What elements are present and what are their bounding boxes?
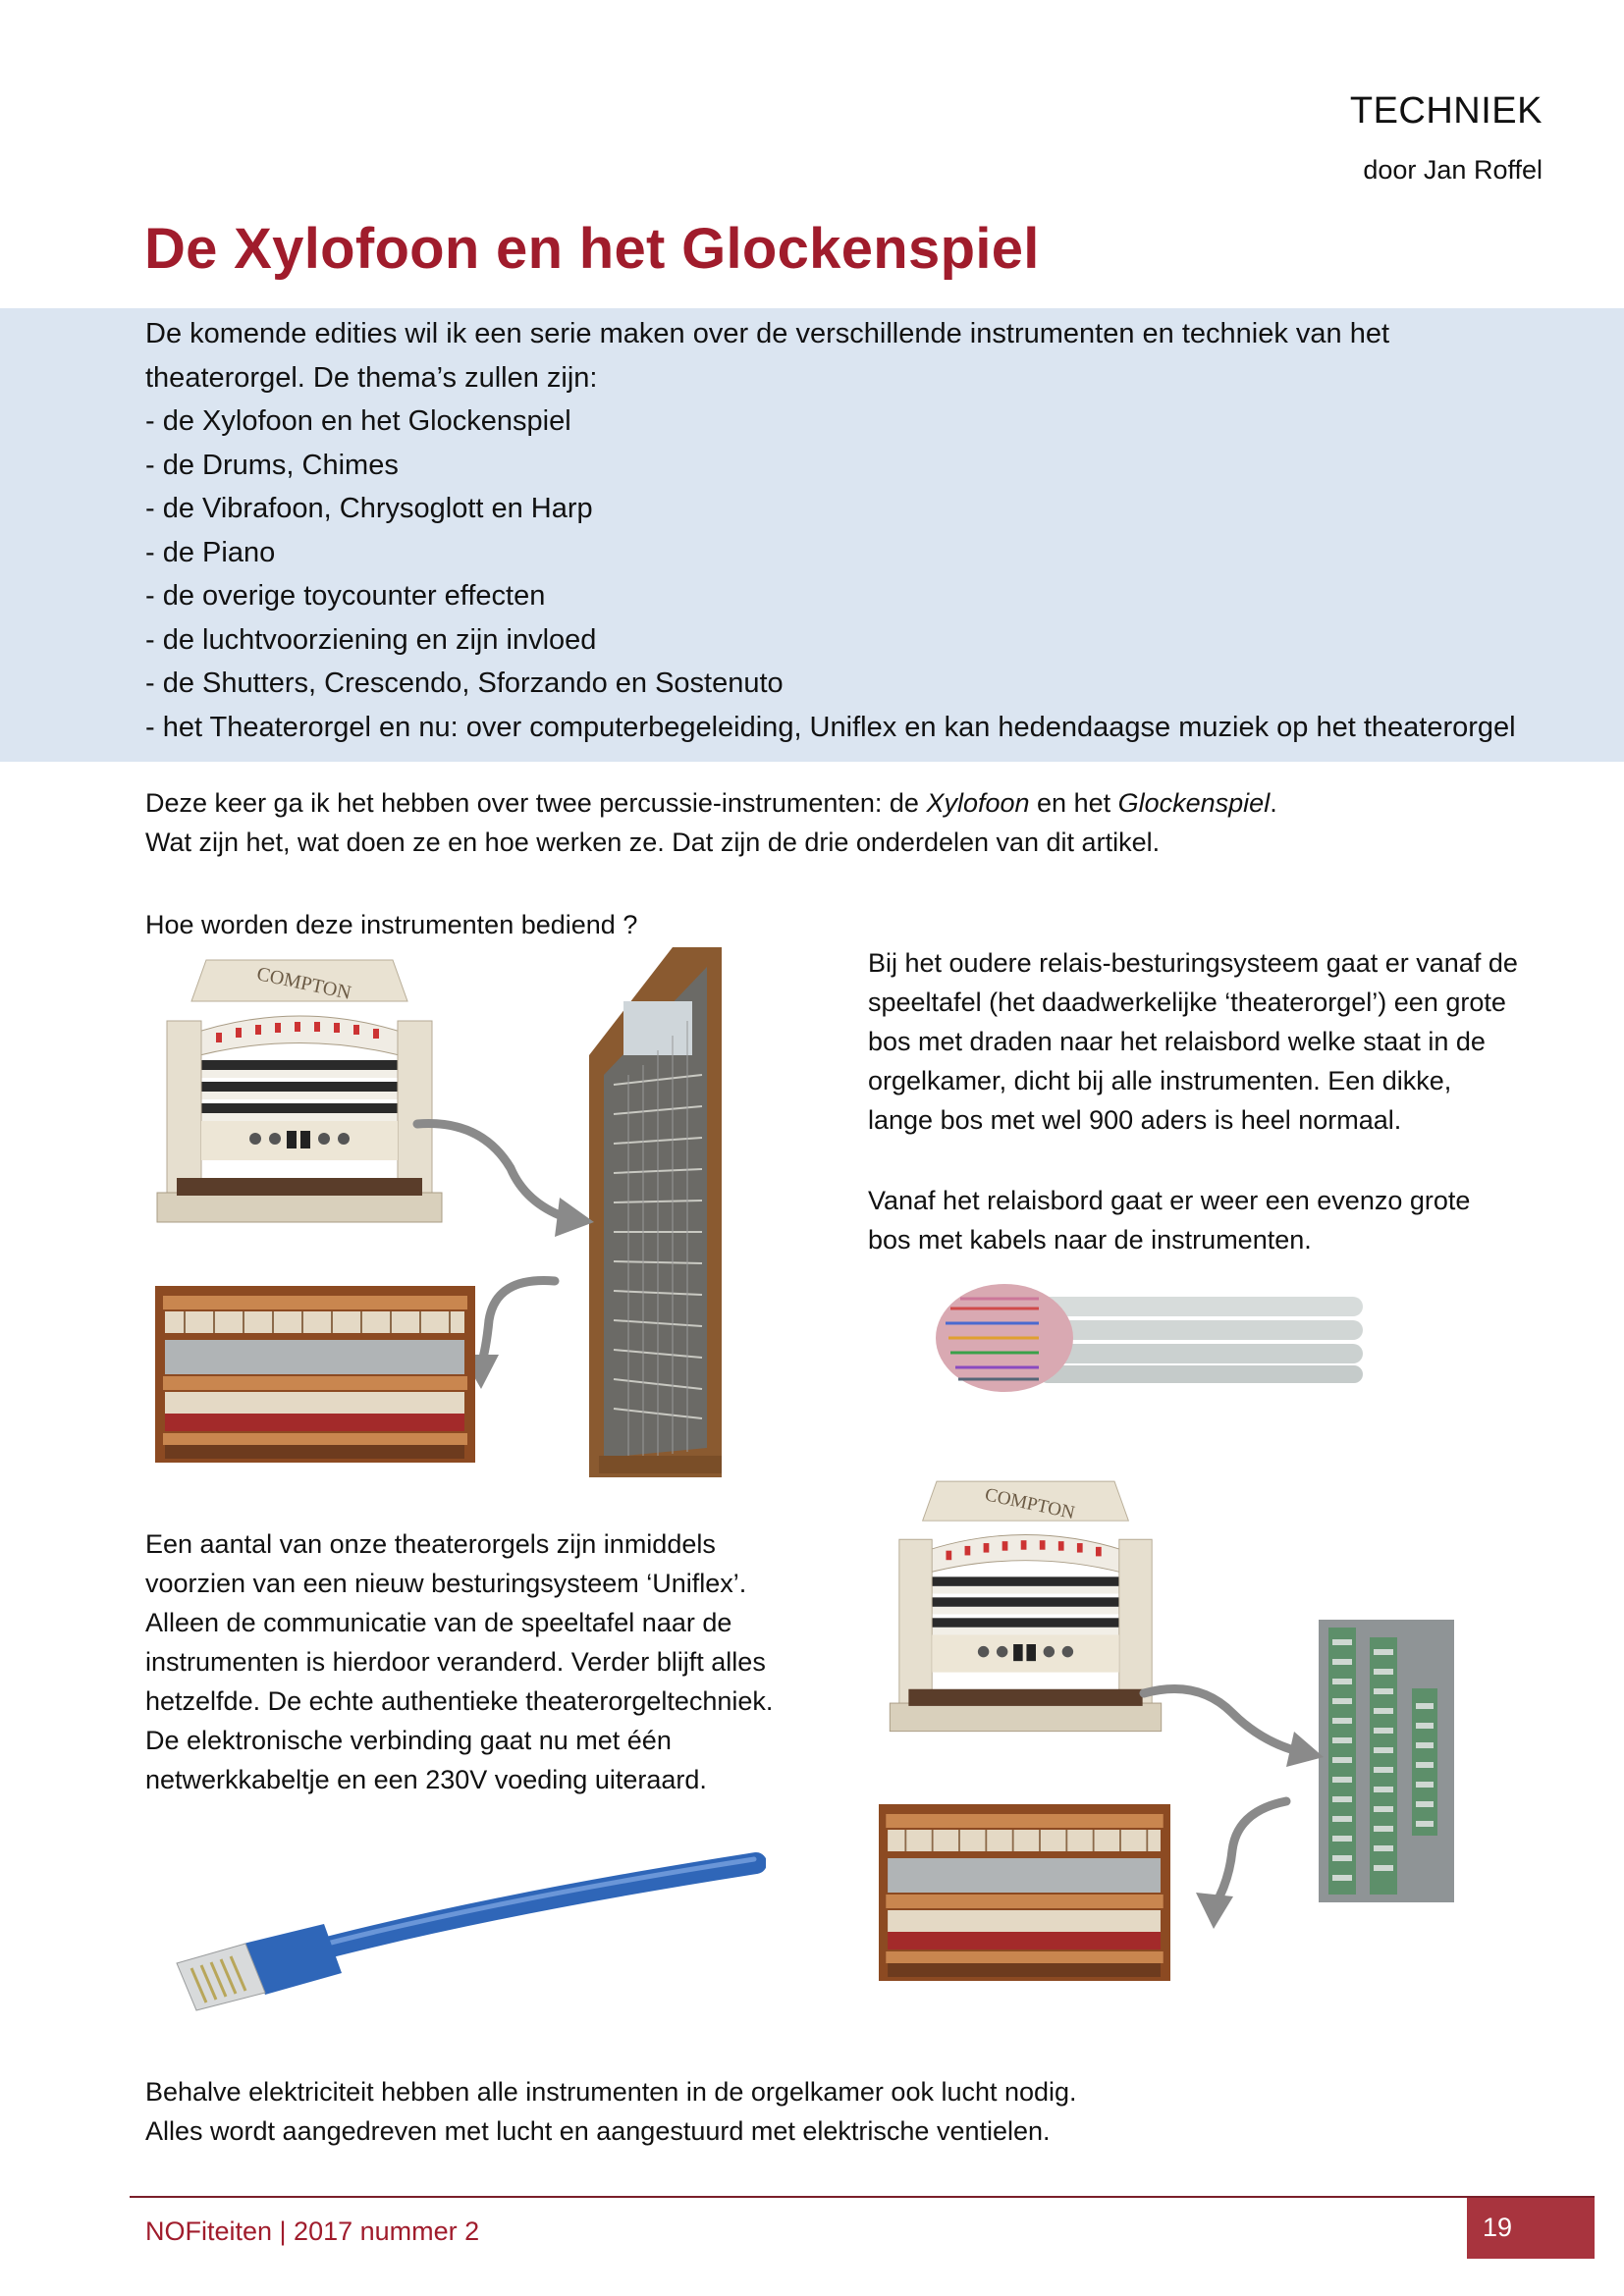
cable-bundle-photo [931, 1269, 1368, 1392]
uniflex-line: netwerkkabeltje en een 230V voeding uiteraard. [145, 1765, 707, 1794]
console-brand-label: COMPTON [254, 963, 353, 1004]
uniflex-line: hetzelfde. De echte authentieke theaterorgeltechniek. [145, 1686, 774, 1716]
lead-paragraph [145, 783, 1277, 862]
intro-line: - de Xylofoon en het Glockenspiel [145, 405, 571, 437]
relay-paragraph [868, 943, 1518, 1140]
relay-paragraph-2 [868, 1181, 1470, 1259]
relay2-line: bos met kabels naar de instrumenten. [868, 1225, 1312, 1255]
uniflex-line: voorzien van een nieuw besturingsysteem ‘Uniflex’. [145, 1569, 747, 1598]
relay2-line: Vanaf het relaisbord gaat er weer een evenzo grote [868, 1186, 1471, 1215]
intro-line: - de Drums, Chimes [145, 449, 399, 481]
uniflex-line: De elektronische verbinding gaat nu met één [145, 1726, 672, 1755]
section-label: TECHNIEK [1349, 90, 1543, 132]
page-number: 19 [1482, 2213, 1513, 2242]
instruments-photo [155, 1286, 475, 1463]
article-title: De Xylofoon en het Glockenspiel [144, 217, 1040, 281]
relay-line: Bij het oudere relais-besturingsysteem gaat er vanaf de [868, 948, 1518, 978]
uniflex-line: instrumenten is hierdoor veranderd. Verder blijft alles [145, 1647, 766, 1677]
relay-line: orgelkamer, dicht bij alle instrumenten. Een dikke, [868, 1066, 1452, 1095]
intro-line: theaterorgel. De thema’s zullen zijn: [145, 361, 598, 394]
console-brand-label: COMPTON [983, 1484, 1077, 1524]
intro-line: - de overige toycounter effecten [145, 580, 546, 612]
author-byline: door Jan Roffel [1363, 155, 1543, 185]
uniflex-line: Alleen de communicatie van de speeltafel naar de [145, 1608, 732, 1637]
intro-line: - de Shutters, Crescendo, Sforzando en Sostenuto [145, 667, 784, 699]
footer-rule [130, 2196, 1595, 2198]
uniflex-board-photo [1319, 1620, 1454, 1902]
organ-console-photo-2 [876, 1465, 1175, 1764]
relay-line: bos met draden naar het relaisbord welke staat in de [868, 1027, 1486, 1056]
lead-line-1: Deze keer ga ik het hebben over twee percussie-instrumenten: de Xylofoon en het Glockenspiel. [145, 788, 1277, 818]
intro-line: De komende edities wil ik een serie maken over de verschillende instrumenten en techniek van het [145, 318, 1390, 349]
closing-line: Alles wordt aangedreven met lucht en aangestuurd met elektrische ventielen. [145, 2116, 1051, 2146]
intro-line: - de luchtvoorziening en zijn invloed [145, 623, 597, 656]
closing-paragraph [145, 2072, 1077, 2151]
question-heading: Hoe worden deze instrumenten bediend ? [145, 910, 638, 939]
footer-publication: NOFiteiten | 2017 nummer 2 [145, 2216, 480, 2246]
uniflex-line: Een aantal van onze theaterorgels zijn inmiddels [145, 1529, 716, 1559]
instruments-photo-2 [879, 1804, 1170, 1981]
network-cable-photo [167, 1845, 766, 2022]
relay-line: speeltafel (het daadwerkelijke ‘theaterorgel’) een grote [868, 988, 1506, 1017]
lead-line-2: Wat zijn het, wat doen ze en hoe werken ze. Dat zijn de drie onderdelen van dit artikel. [145, 828, 1161, 857]
intro-line: - de Piano [145, 536, 276, 568]
uniflex-paragraph [145, 1524, 773, 1799]
intro-line: - de Vibrafoon, Chrysoglott en Harp [145, 493, 593, 524]
organ-console-photo [147, 942, 452, 1256]
intro-line: - het Theaterorgel en nu: over computerbegeleiding, Uniflex en kan hedendaagse muziek op het theaterorgel [145, 711, 1516, 743]
intro-list [145, 312, 1598, 749]
closing-line: Behalve elektriciteit hebben alle instrumenten in de orgelkamer ook lucht nodig. [145, 2077, 1077, 2107]
relay-line: lange bos met wel 900 aders is heel normaal. [868, 1105, 1402, 1135]
